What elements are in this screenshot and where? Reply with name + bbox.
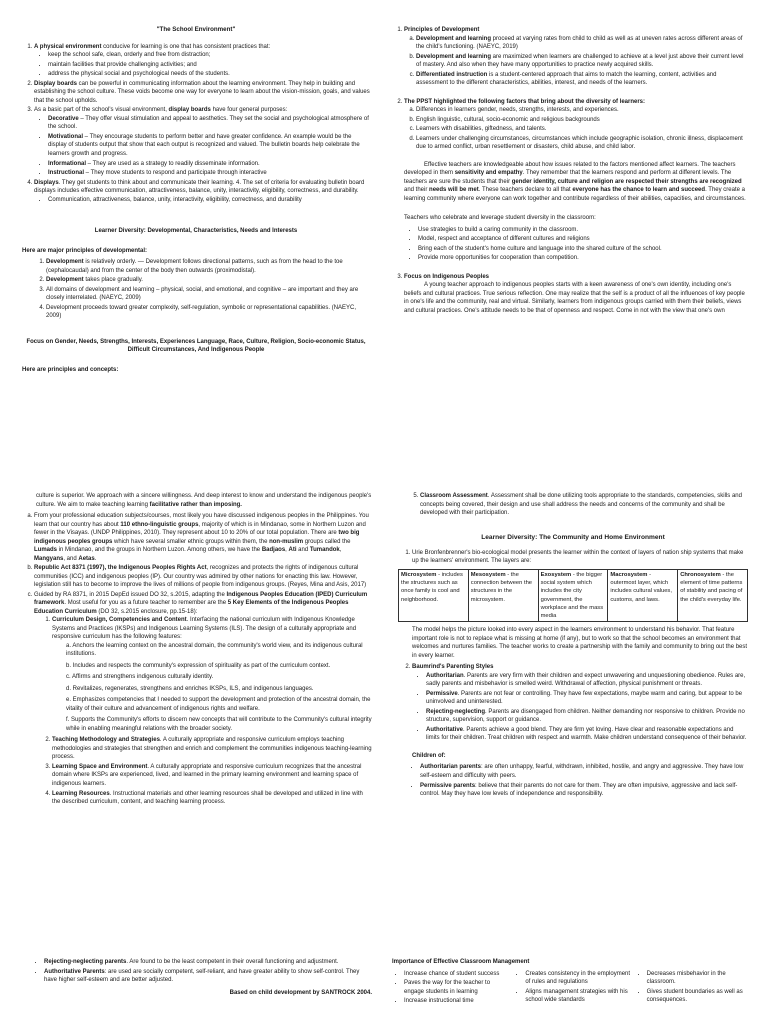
text: is relatively orderly. — Development follows directional patterns, such as from the head to the toe (cephalocaudal) and from the center of the body then outwards (proximodistal).: [46, 259, 343, 274]
bullet-item: • Use strategies to build a caring community in the classroom.: [418, 226, 748, 235]
bold-term: gender identity, culture and religion are respected their strengths are recognized: [511, 178, 742, 185]
spacer: [398, 519, 748, 533]
bullet-item: • Communication, attractiveness, balance, unity, interactivity, eligibility, correctness, and durability: [48, 196, 370, 205]
feature-item: e. Emphasizes competencies that I needed to support the development and protection of the ancestral domain, the vitality of their culture and advancement of indigenous rights and welfare.: [66, 697, 371, 712]
text: . They create a learning community where everyone can work together and contribute regardless of their abilities, capacities, and circumstances.: [404, 187, 746, 202]
text: takes place gradually.: [83, 277, 143, 284]
bullet-item: • Decreases misbehavior in the classroom.: [647, 970, 752, 987]
spacer: [22, 322, 370, 338]
list-item: [52, 736, 372, 762]
text: . Most useful for you as a future teacher to remember are the: [64, 600, 228, 607]
bullet-item: [426, 672, 748, 689]
list-item: [46, 286, 370, 303]
bold-term: Motivational: [48, 133, 84, 140]
bold-term: Mangyans: [34, 555, 64, 562]
bold-term: Development: [46, 277, 84, 284]
bold-term: Development: [46, 259, 84, 266]
bold-term: Rejecting-neglecting parents: [44, 959, 127, 965]
bullet-item: • Model, respect and acceptance of different cultures and religions: [418, 235, 748, 244]
subheading: Teachers who celebrate and leverage student diversity in the classroom:: [404, 215, 596, 222]
environment-list: [22, 43, 370, 204]
sub-item: [416, 35, 748, 52]
bullet-item: • Paves the way for the teacher to engage students in learning: [404, 979, 509, 996]
bold-term: non-muslim: [269, 538, 304, 545]
list-item: [404, 26, 748, 97]
text: , recognizes and protects the rights of indigenous cultural communities (ICC) and indigenous peoples (IP). Our country was admired by other nations for enacting this law. However, legislation still has to become to improve the lives of millions of people from indigenous groups. (Reyes, Mina and Asis, 2017): [34, 565, 367, 589]
source-citation: Based on child development by SANTROCK 2004.: [229, 989, 372, 996]
list-item: [34, 179, 370, 205]
column-classroom-management: [392, 958, 752, 1007]
bullet-list: [635, 970, 752, 1007]
bold-term: Authoritarian: [426, 672, 464, 679]
bullet-item: [420, 763, 748, 780]
text: is a student-centered approach that aims to match the learning, content, activities and assessment to the different characteristics, abilities, interest, and needs of the learners.: [416, 71, 717, 87]
bold-term: Aetas: [78, 555, 95, 562]
feature-item: b. Includes and respects the community's expression of spirituality as part of the curriculum context.: [66, 662, 331, 669]
bold-term: Tumandok: [309, 547, 340, 554]
bold-term: Curriculum Design, Competencies and Content: [52, 617, 187, 624]
feature-item: f. Supports the Community's efforts to discern new concepts that will contribute to the Community's cultural integrity while in enabling meaningful relations with the broader society.: [66, 717, 372, 732]
bold-term: Displays: [34, 179, 59, 186]
text: . Instructional materials and other learning resources shall be developed and utilized in line with the described curriculum, content, and teaching learning process.: [52, 790, 363, 806]
bold-term: Instructional: [48, 170, 85, 177]
bullet-item: [426, 708, 748, 725]
list-item: [34, 80, 370, 106]
text: - the connection between the structures in the microsystem.: [470, 571, 533, 603]
benefits-grid: [392, 970, 752, 1007]
text: and their: [404, 187, 430, 194]
bullet-list: [513, 970, 630, 1007]
sub-item: a. Differences in learners gender, needs, strengths, interests, and experiences.: [416, 106, 748, 115]
bold-term: Chronosystem: [680, 571, 721, 578]
section-heading: Learner Diversity: The Community and Home Environment: [481, 533, 665, 541]
text: - includes the structures such as once family is cool and neighborhood.: [401, 571, 463, 603]
bold-term: Development and learning: [416, 53, 492, 60]
sub-list: [404, 35, 748, 88]
spacer: [404, 153, 748, 161]
bullet-list: [34, 196, 370, 205]
spacer: [398, 744, 748, 752]
list-item: [412, 549, 748, 566]
bold-term: Display boards: [34, 80, 78, 87]
bold-term: sensitivity and empathy: [454, 170, 523, 177]
table-cell: [538, 569, 608, 621]
list-item: [34, 43, 370, 79]
paragraph: [404, 161, 748, 204]
bold-term: Differentiated instruction: [416, 71, 488, 78]
item-title: Principles of Development: [404, 27, 480, 33]
text: are maximized when learners are challenged to achieve at a level just above their current level of mastery. And also when they have many opportunities to practice newly acquired skills.: [416, 53, 744, 69]
text: . They get students to think about and communicate their learning. 4. The set of criteria for evaluating bulletin board displays includes effective communication, attractiveness, balance, unity, interactivity, eligibility, correctness, and durability.: [34, 179, 365, 195]
bullet-item: • address the physical social and psychological needs of the students.: [48, 70, 370, 79]
text: : are often unhappy, fearful, withdrawn, inhibited, hostile, and angry and aggressive. They have low self-esteem and difficulty with peers.: [420, 764, 744, 779]
bold-term: Permissive parents: [420, 782, 476, 789]
bold-term: Development and learning: [416, 35, 492, 42]
sub-item: c. Learners with disabilities, giftedness, and talents.: [416, 125, 748, 134]
bold-term: Badjaos: [261, 547, 286, 554]
text: have four general purposes:: [210, 107, 288, 114]
text: As a basic part of the school's visual environment,: [34, 107, 169, 114]
bold-term: Rejecting-neglecting: [426, 708, 486, 715]
sub-item: b. English linguistic, cultural, socio-economic and religious backgrounds: [416, 116, 748, 125]
text: , and: [63, 555, 79, 562]
bold-term: Informational: [48, 160, 87, 167]
text: Development proceeds toward greater complexity, self-regulation, symbolic or representational capabilities. (NAEYC, 2009): [46, 304, 357, 320]
feature-item: c. Affirms and strengthens indigenous culturally identity.: [66, 674, 214, 681]
item-title: The PPST highlighted the following factors that bring about the diversity of learners:: [404, 98, 646, 105]
sub-item: d. Learners under challenging circumstances, circumstances which include geographic isolation, chronic illness, displacement due to armed conflict, urban resettlement or disasters, child abuse, and child labor.: [416, 135, 748, 152]
bullet-item: [44, 968, 372, 985]
list-item: [46, 258, 370, 275]
features: [52, 642, 372, 734]
text: . Parents achieve a good blend. They are firm yet loving. Have clear and reasonable expectations and limits for their children. Treat children with respect and warmth. Make children understand consequence of their behavior.: [426, 726, 747, 742]
bold-term: Authoritative: [426, 726, 464, 733]
bullet-list: [392, 970, 509, 1007]
section-heading: Importance of Effective Classroom Management: [392, 959, 530, 965]
ecological-layers-table: [398, 569, 748, 622]
bold-term: everyone has the chance to learn and succeed: [572, 187, 706, 194]
key-elements-continued: [398, 492, 748, 518]
list-item: [34, 512, 372, 563]
bullet-item: [48, 115, 370, 132]
text: Urie Bronfenbrenner's bio-ecological model presents the learner within the context of layers of nation ship systems that make up the learners' environment. The layers are:: [412, 549, 744, 565]
bold-term: Authoritarian parents: [420, 764, 482, 771]
bullet-item: • Increase instructional time: [404, 997, 509, 1006]
section-title: "The School Environment": [156, 26, 236, 33]
bold-term: Permissive: [426, 690, 458, 697]
table-cell: [678, 569, 748, 621]
section-heading: Learner Diversity: Developmental, Characteristics, Needs and Interests: [94, 228, 298, 235]
text: - outermost layer, which includes cultural values, customs, and laws.: [610, 571, 672, 603]
bullet-item: [44, 958, 372, 967]
list-item: [34, 564, 372, 590]
text: . Interfacing the national curriculum with Indigenous Knowledge Systems and Practices (IKSPs) and Indigenous Learning Systems (ILS). The design of a culturally appropriate and responsive curriculum has the following features:: [52, 617, 357, 641]
key-elements-list: [34, 616, 372, 806]
text: : are used are socially competent, self-reliant, and have greater ability to show self-control. They have higher self-esteem and are better adjusted.: [44, 968, 360, 984]
column-community-home: [398, 492, 748, 800]
text: .: [94, 555, 97, 562]
sub-item: [416, 53, 748, 70]
text: – They encourage students to perform better and have greater confidence. An example would be the display of students output that show that each output is recognized and valued. The bulletin boards help celebrate the learners growth and progress.: [48, 133, 360, 157]
bold-term: Learning Space and Environment: [52, 763, 148, 770]
text: - the element of time patterns of stability and pacing of the child's everyday life.: [680, 571, 743, 603]
bullet-item: [426, 690, 748, 707]
community-list: [398, 549, 748, 566]
bold-term: Classroom Assessment: [420, 493, 488, 499]
bullet-item: [426, 726, 748, 743]
bullet-item: • Aligns management strategies with his school wide standards: [525, 988, 630, 1005]
spacer: [404, 264, 748, 272]
text: – They are used as a strategy to readily disseminate information.: [86, 160, 260, 167]
bullet-item: • maintain facilities that provide challenging activities; and: [48, 61, 370, 70]
bold-term: Exosystem: [540, 571, 572, 578]
bullet-item: • Gives student boundaries as well as consequences.: [647, 988, 752, 1005]
bullet-list: [398, 763, 748, 798]
bullet-list: [34, 115, 370, 178]
list-item: [412, 663, 748, 743]
spacer: [22, 205, 370, 227]
spacer: [404, 89, 748, 97]
text: culture is superior. We approach with a sincere willingness. And deep interest to know and understand the indigenous people's culture. We aim to make teaching learning: [36, 493, 372, 508]
list-item: [34, 106, 370, 177]
bold-term: A physical environment: [34, 43, 102, 50]
sub-list: [404, 106, 748, 152]
item-title: Focus on Indigenous Peoples: [404, 273, 490, 280]
text: : believe that their parents do not care for them. They are often impulsive, aggressive and lack self-control. May they have low levels of independence and responsibility.: [420, 782, 738, 798]
table-row: [399, 569, 748, 621]
list-item: [52, 790, 372, 807]
text: - the bigger social system which includes the city government, the workplace and the mass media: [540, 571, 604, 620]
text: – They offer visual stimulation and appeal to aesthetics. They set the social and psychological atmosphere of the school.: [48, 115, 369, 131]
paragraph: [22, 492, 372, 509]
bullet-list: [404, 226, 748, 263]
subheading: Children of:: [412, 752, 446, 759]
development-list: [22, 258, 370, 321]
parenting-list: [398, 663, 748, 743]
principles-list: [392, 26, 748, 315]
bold-term: Learning Resources: [52, 790, 110, 797]
table-cell: [399, 569, 469, 621]
bullet-item: [48, 160, 370, 169]
bullet-item: • keep the school safe, clean, orderly and free from distraction;: [48, 51, 370, 60]
list-item: [404, 273, 748, 316]
text: . Parents are not fear or controlling. They have few expectations, maybe warm and caring, but appear to be uninvolved and uninterested.: [426, 690, 743, 706]
text: in Mindanao, and the groups in Northern Luzon. Among others, we have the: [57, 547, 262, 554]
text: Effective teachers are knowledgeable about how issues related to the factors mentioned affect learners. The teachers developed in them: [404, 161, 736, 177]
spacer: [22, 358, 370, 366]
text: . They remember that the learners respond and perform at different levels. The teachers are sure the students that their: [404, 170, 732, 185]
bullet-item: • Increase chance of student success: [404, 970, 509, 979]
text: . Parents are disengaged from children. Neither demanding nor responsive to children. Provide no structure, supervision, support or guidance.: [426, 708, 745, 724]
text: conducive for learning is one that has consistent practices that:: [101, 43, 271, 50]
text: and: [296, 547, 310, 554]
text: . Are found to be the least competent in their overall functioning and adjustment.: [126, 959, 339, 965]
list-item: [404, 98, 748, 272]
bullet-list: [22, 958, 372, 985]
bold-term: Lumads: [34, 547, 58, 554]
text: . Parents are very firm with their children and expect unwavering and unquestioning obedience. Rules are, sadly parents and misbehavior is smelled weird. Withdrawal of affection, physical punishment or threats.: [426, 672, 746, 688]
text: All domains of development and learning – physical, social, and emotional, and cognitive – are important and they are closely interrelated. (NAEYC, 2009): [46, 286, 359, 302]
text: . Assessment shall be done utilizing tools appropriate to the standards, competencies, skills and concepts being covered, their design and use shall address the needs and concerns of the community and shall be developed with their participation.: [420, 493, 742, 517]
list-item: [52, 763, 372, 789]
bold-term: Teaching Methodology and Strategies: [52, 737, 160, 744]
text: can be powerful in communicating information about the learning environment. They help in building and establishing the school culture. These voids become one way for everyone to learn about the vision-mission, goals, and values that the school upholds.: [34, 80, 370, 104]
paragraph: The model helps the picture looked into every aspect in the learners environment to understand his behavior. That feature important role is not to replace what is missing at home (if any), but to work so that the school becomes an environment that welcomes and nurtures families. The teacher works to create a partnership with the family and community to bring out the best in every learner.: [412, 627, 748, 659]
ip-list: [22, 512, 372, 807]
bold-term: 110 ethno-linguistic groups: [120, 521, 199, 528]
bullet-list: [412, 672, 748, 743]
text: proceed at varying rates from child to child as well as at uneven rates across different areas of the child's functioning. (NAEYC, 2019): [416, 35, 743, 51]
list-item: [34, 591, 372, 807]
bullet-item: [420, 782, 748, 799]
sub-item: [416, 71, 748, 88]
bold-term: needs will be met: [429, 187, 479, 194]
spacer: [22, 239, 370, 247]
bullet-item: • Creates consistency in the employment of rules and regulations: [525, 970, 630, 987]
subheading: Here are principles and concepts:: [22, 366, 119, 373]
feature-item: d. Revitalizes, regenerates, strengthens and enriches IKSPs, ILS, and indigenous languages.: [66, 685, 314, 692]
bold-term: Microsystem: [401, 571, 437, 578]
list-item: [52, 616, 372, 733]
bold-term: display boards: [168, 107, 211, 114]
text: . A culturally appropriate and responsive curriculum recognizes that the ancestral domain where IKSPs are experienced, lived, and learned in the primary learning environment and learning space of indigenous learners.: [52, 763, 362, 787]
text: which have several smaller ethnic groups within them, the: [112, 538, 270, 545]
bullet-item: [48, 169, 370, 178]
column-indigenous-peoples: [22, 492, 372, 808]
text: From your professional education subjects/courses, most likely you have discussed indigenous peoples in the Philippines. You learn that our country has about: [34, 513, 369, 528]
text: ,: [285, 547, 289, 554]
list-item: [420, 492, 748, 518]
text: . These teachers declare to all that: [478, 187, 573, 194]
bold-term: facilitative rather than imposing.: [149, 501, 242, 508]
text: – They move students to respond and participate through interactive: [84, 170, 267, 177]
list-item: [46, 304, 370, 321]
text: , majority of which is in Mindanao, some in Northern Luzon and fewer in the Visayas. (UNDP Philippines, 2010). They represent about 10 to 20% of our total population. There are: [34, 521, 366, 537]
text: (DO 32, s.2015 enclosure, pp.15-18):: [96, 608, 198, 615]
bold-term: Macrosystem: [610, 571, 648, 578]
bullet-item: • Provide more opportunities for cooperation than competition.: [418, 254, 748, 263]
section-heading: Focus on Gender, Needs, Strengths, Interests, Experiences Language, Race, Culture, Religion, Socio-economic Status, Difficult Circumstances, And Indigenous People: [26, 338, 366, 354]
bold-term: Ati: [288, 547, 297, 554]
table-cell: [468, 569, 538, 621]
bold-term: two big indigenous peoples groups: [34, 530, 360, 545]
bold-term: Indigenous Peoples Education (IPED) Curriculum framework: [34, 591, 368, 607]
list-item: [46, 276, 370, 285]
bold-term: 5 Key Elements of the Indigenous Peoples Education Curriculum: [34, 600, 349, 615]
bold-term: Authoritative Parents: [44, 968, 105, 975]
bullet-item: [48, 133, 370, 159]
spacer: [404, 206, 748, 214]
text: . A culturally appropriate and responsive curriculum employs teaching methodologies and strategies that strengthen and enrich and complement the communities indigenous teaching-learning process.: [52, 737, 372, 761]
column-parenting-outcomes: [22, 958, 372, 1000]
paragraph: A young teacher approach to indigenous peoples starts with a keen awareness of one's own identity, including one's beliefs and cultural practices. True serious reflection. One may realize that the self is a product of all the influences of key people in one's life and the community, real and virtual. Similarly, learners from indigenous groups carried with them their beliefs, views and cultural practices. One's attitude needs to be that of openness and respect. Come in not with the view that one's own: [404, 282, 745, 314]
table-cell: [608, 569, 678, 621]
column-school-environment: [22, 26, 370, 377]
text: groups called the: [303, 538, 351, 545]
subheading: Here are major principles of developmental:: [22, 247, 148, 254]
bullet-item: • Bring each of the student's home culture and language into the shared culture of the school.: [418, 245, 748, 254]
bold-term: Decorative: [48, 115, 79, 122]
column-principles-development: [392, 26, 748, 318]
text: Guided by RA 8371, in 2015 DepEd issued DO 32, s.2015, adapting the: [34, 591, 227, 598]
item-title: Baumrind's Parenting Styles: [412, 664, 494, 671]
feature-item: a. Anchors the learning context on the ancestral domain, the community's world view, and its indigenous cultural institutions.: [66, 642, 363, 658]
text: ,: [339, 547, 342, 554]
bold-term: Republic Act 8371 (1997), the Indigenous Peoples Rights Act: [34, 565, 207, 572]
bullet-list: [34, 51, 370, 79]
bold-term: Mesosystem: [470, 571, 506, 578]
